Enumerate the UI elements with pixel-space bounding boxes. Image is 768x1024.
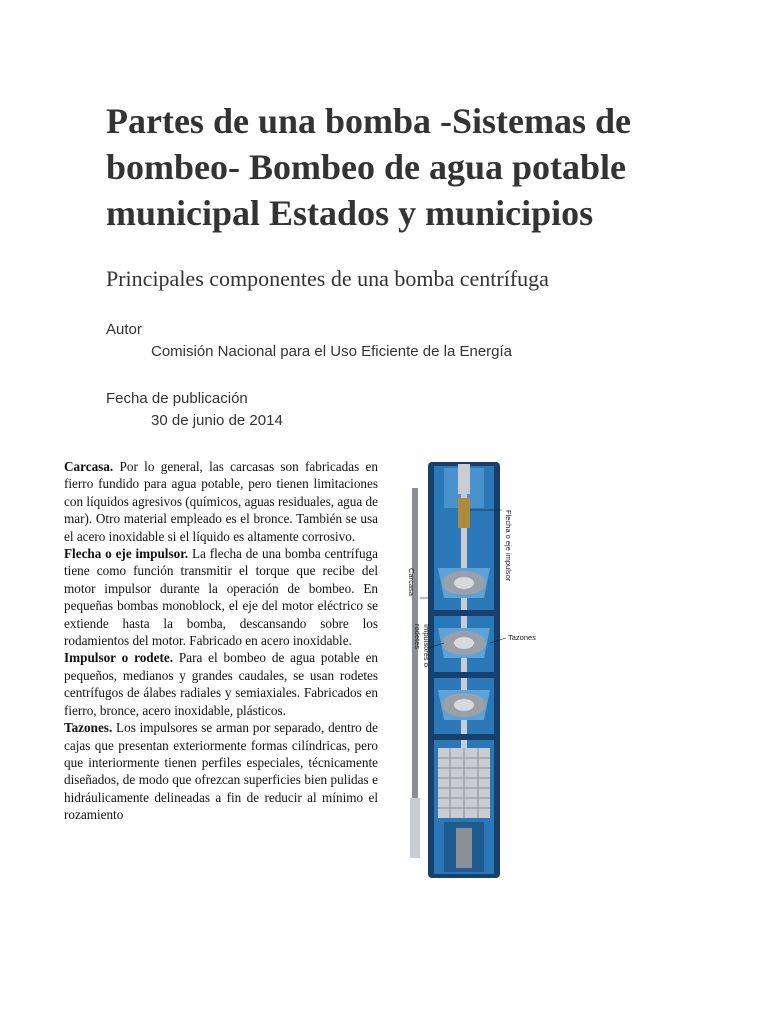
section-term: Tazones. — [64, 720, 113, 736]
impeller-stage-2 — [438, 628, 490, 658]
label-rodetes: rodetes — [413, 624, 422, 650]
label-carcasa: Carcasa — [407, 568, 416, 596]
label-tazones: Tazones — [508, 633, 536, 642]
page-subtitle: Principales componentes de una bomba centrífuga — [106, 266, 549, 291]
impeller-stage-3 — [438, 690, 490, 720]
bowl-separator — [434, 610, 494, 616]
section-term: Carcasa. — [64, 459, 114, 474]
label-flecha: Flecha o eje impulsor — [504, 510, 513, 582]
section-flecha — [64, 545, 378, 649]
author-label: Autor — [106, 321, 142, 338]
section-text: Por lo general, las carcasas son fabricadas en fierro fundido para agua potable, pero tienen limitaciones con líquidos agresivos (químicos, aguas residuales, agua de mar). Otro material empleado es el bronce. También se usa el acero inoxidable si el líquido es altamente corrosivo. — [64, 459, 378, 544]
bowl-separator — [434, 734, 494, 740]
section-carcasa — [64, 458, 378, 545]
section-term: Impulsor o rodete. — [64, 650, 174, 666]
section-text: La flecha de una bomba centrífuga tiene como función transmitir el torque que recibe del motor impulsor durante la operación de bombeo. En pequeñas bombas monoblock, el eje del motor eléctrico se extiende hasta la bomba, descansando sobre los rodamientos del motor. Fabricado en acero inoxidable. — [64, 546, 378, 649]
publication-date-label: Fecha de publicación — [106, 390, 248, 407]
section-term: Flecha o eje impulsor. — [64, 546, 189, 562]
article-body — [64, 458, 378, 824]
impeller-stage-1 — [438, 568, 490, 598]
author-name: Comisión Nacional para el Uso Eficiente de la Energía — [151, 343, 513, 360]
section-text: Los impulsores se arman por separado, dentro de cajas que presentan exteriormente formas cilíndricas, pero que interiormente tienen perfiles especiales, técnicamente diseñados, de modo que ofrezcan superficies bien pulidas e hidráulicamente delineadas a fin de reducir al mínimo el rozamiento — [64, 720, 378, 823]
section-text: Para el bombeo de agua potable en pequeños, medianos y grandes caudales, se usan rodetes centrífugos de álabes radiales y semiaxiales. Fabricados en fierro, bronce, acero inoxidable, plásticos. — [64, 650, 379, 718]
bowl-separator — [434, 672, 494, 678]
pump-cutaway-figure — [398, 458, 558, 882]
section-tazones — [64, 719, 378, 823]
shaft-bearing — [458, 498, 470, 528]
motor-core — [456, 828, 472, 868]
label-impulsores: Impulsores o — [422, 624, 431, 667]
pump-cutaway-icon — [398, 458, 558, 882]
publication-date: 30 de junio de 2014 — [151, 412, 283, 429]
page-title: Partes de una bomba -Sistemas de bombeo- Bombeo de agua potable municipal Estados y municipios — [106, 101, 632, 233]
section-impulsor — [64, 649, 378, 719]
guide-rod-lower — [410, 798, 420, 858]
